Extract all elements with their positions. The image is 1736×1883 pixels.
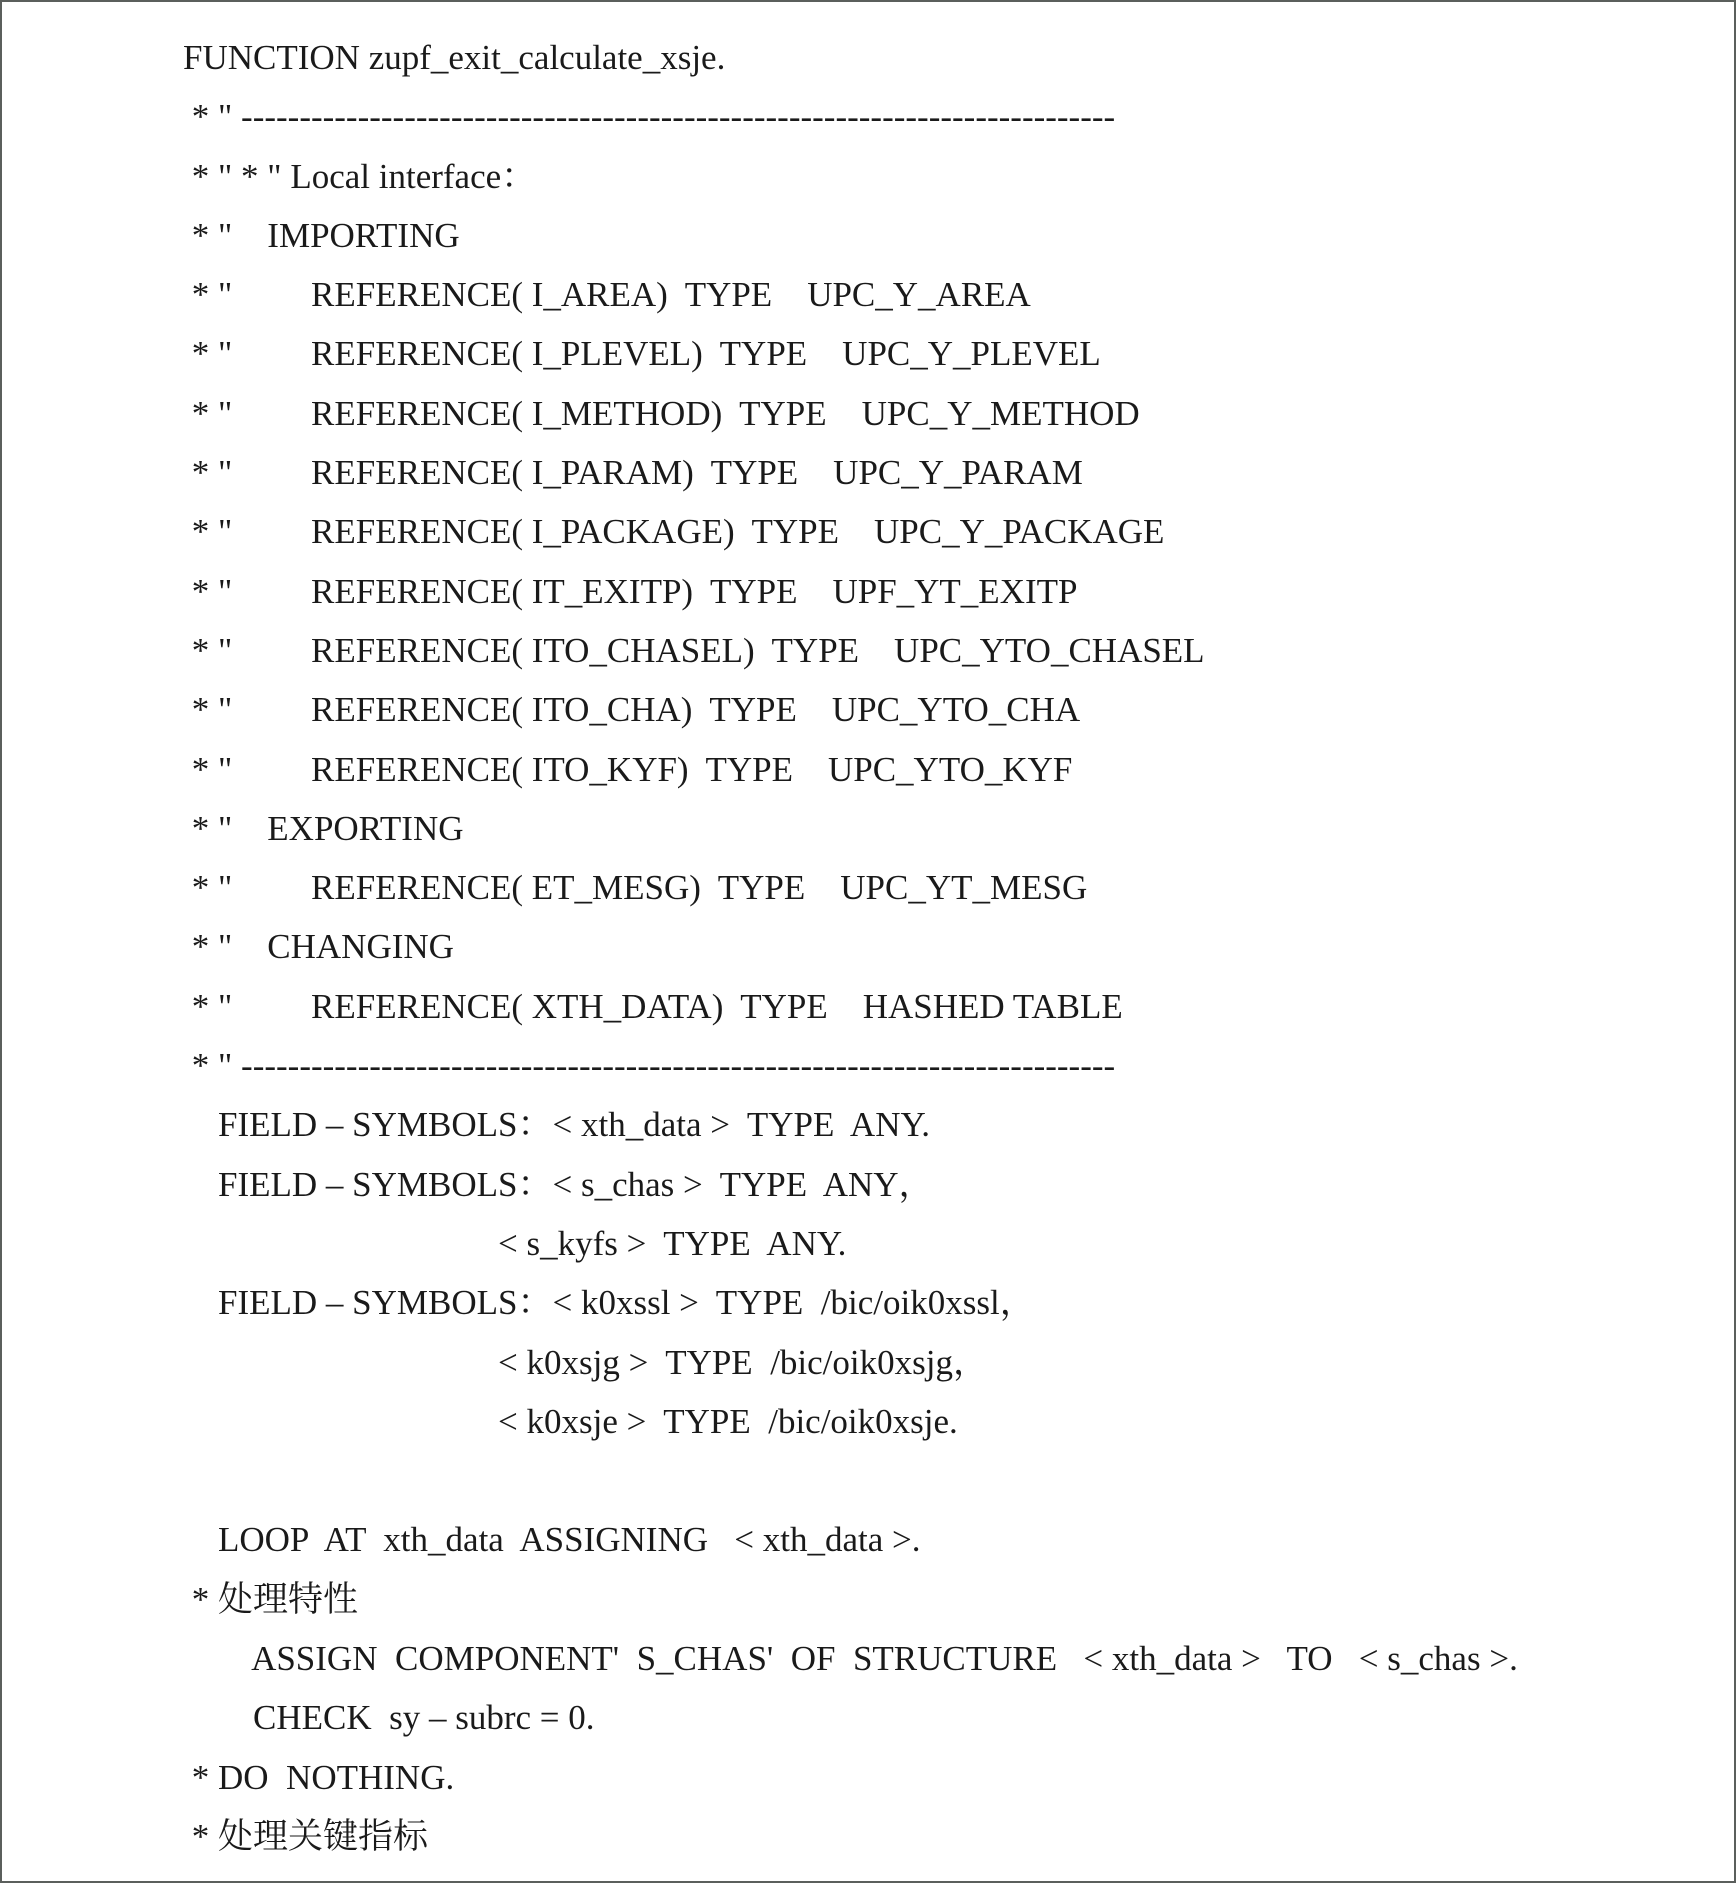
code-line-statement: < k0xsjg > TYPE /bic/oik0xsjg，	[183, 1342, 988, 1382]
code-line-statement: ASSIGN COMPONENT' S_CHAS' OF STRUCTURE < xth_data > TO < s_chas >.	[183, 1639, 1518, 1679]
code-line-comment: * " REFERENCE( ITO_CHA) TYPE UPC_YTO_CHA	[183, 690, 1081, 730]
code-line-comment: * " REFERENCE( ET_MESG) TYPE UPC_YT_MESG	[183, 868, 1088, 908]
code-line-comment: * " * " Local interface：	[183, 156, 537, 196]
code-line-comment: * " REFERENCE( ITO_CHASEL) TYPE UPC_YTO_CHASEL	[183, 630, 1205, 670]
code-line-statement: FIELD – SYMBOLS：< k0xssl > TYPE /bic/oik0xssl，	[183, 1283, 1035, 1323]
code-line-comment: * " IMPORTING	[183, 215, 460, 255]
code-line-comment: * 处理特性	[183, 1579, 359, 1619]
code-line-comment: * " REFERENCE( I_METHOD) TYPE UPC_Y_METHOD	[183, 393, 1140, 433]
code-line-comment: * 处理关键指标	[183, 1816, 429, 1856]
code-line-comment: * " REFERENCE( I_AREA) TYPE UPC_Y_AREA	[183, 275, 1031, 315]
code-line-blank	[183, 1451, 1694, 1510]
code-line-comment: * DO NOTHING.	[183, 1757, 455, 1797]
code-line-comment: * " REFERENCE( XTH_DATA) TYPE HASHED TABLE	[183, 986, 1123, 1026]
code-line-statement: CHECK sy – subrc = 0.	[183, 1698, 595, 1738]
code-line-function: FUNCTION zupf_exit_calculate_xsje.	[183, 38, 726, 77]
code-line-statement: FIELD – SYMBOLS：< xth_data > TYPE ANY.	[183, 1105, 930, 1145]
code-line-comment: * " CHANGING	[183, 927, 454, 967]
code-line-separator: * " ---------------------------------------------------------------------------	[183, 97, 1116, 137]
code-line-statement: FIELD – SYMBOLS：< s_chas > TYPE ANY，	[183, 1164, 934, 1204]
code-line-comment: * " REFERENCE( I_PARAM) TYPE UPC_Y_PARAM	[183, 453, 1083, 493]
code-line-statement: LOOP AT xth_data ASSIGNING < xth_data >.	[183, 1520, 921, 1560]
code-line-comment: * " REFERENCE( IT_EXITP) TYPE UPF_YT_EXITP	[183, 571, 1078, 611]
code-line-statement: < s_kyfs > TYPE ANY.	[183, 1223, 847, 1263]
code-line-separator: * " ---------------------------------------------------------------------------	[183, 1046, 1116, 1086]
code-line-comment: * " REFERENCE( ITO_KYF) TYPE UPC_YTO_KYF	[183, 749, 1073, 789]
code-line-comment: * " REFERENCE( I_PLEVEL) TYPE UPC_Y_PLEVEL	[183, 334, 1101, 374]
code-line-statement: < k0xsje > TYPE /bic/oik0xsje.	[183, 1401, 958, 1441]
code-line-comment: * " REFERENCE( I_PACKAGE) TYPE UPC_Y_PACKAGE	[183, 512, 1165, 552]
code-listing	[183, 28, 1694, 1866]
code-line-comment: * " EXPORTING	[183, 808, 464, 848]
